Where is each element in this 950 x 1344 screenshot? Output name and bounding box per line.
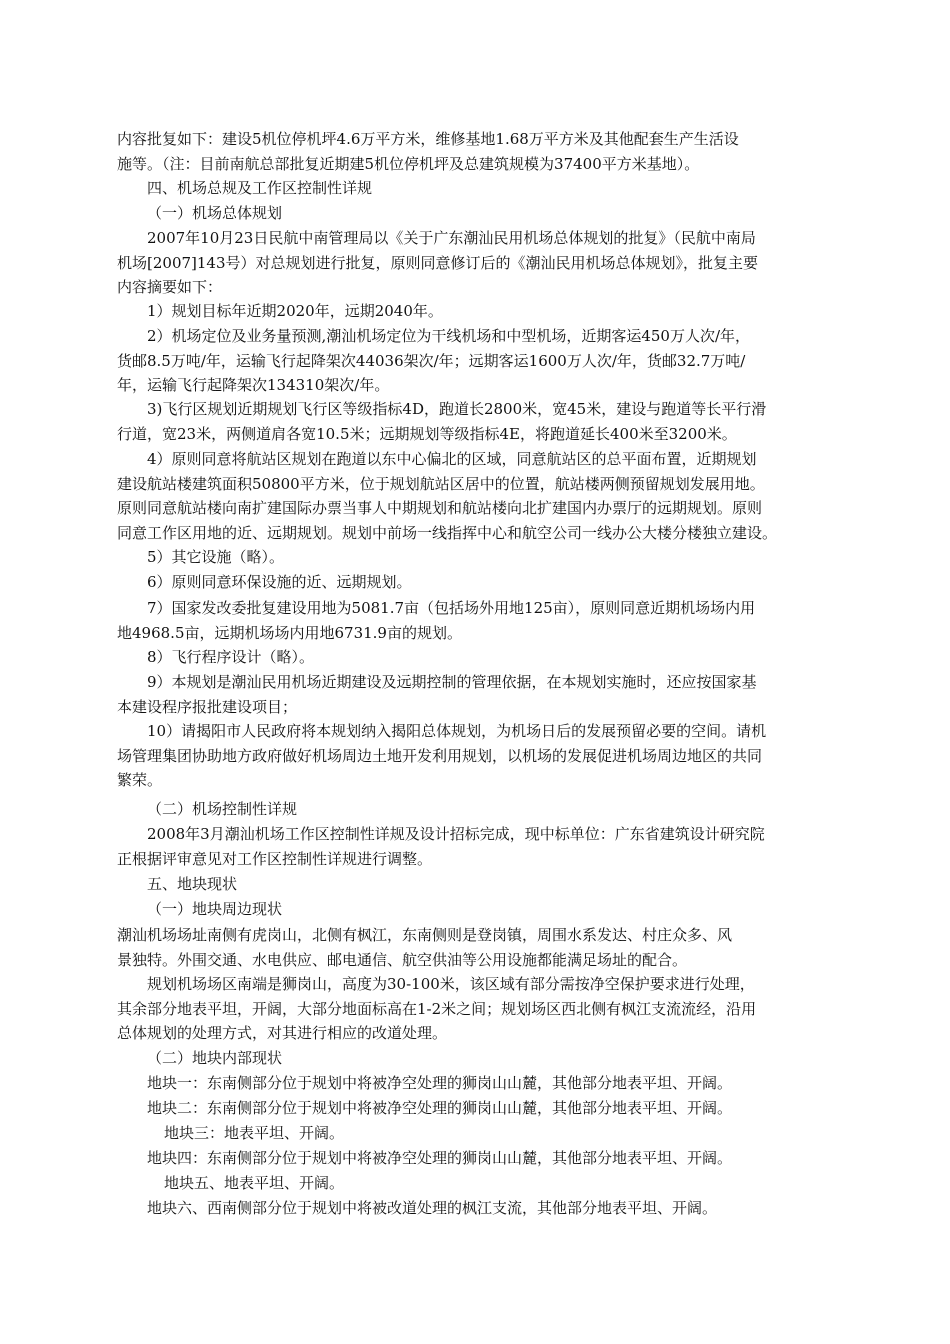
text-line: 4）原则同意将航站区规划在跑道以东中心偏北的区域，同意航站区的总平面布置，近期规划 (147, 450, 757, 468)
text-line: （一）机场总体规划 (147, 204, 283, 222)
text-line: 地块五、地表平坦、开阔。 (164, 1174, 345, 1192)
text-line: （一）地块周边现状 (147, 900, 283, 918)
text-line: 景独特。外围交通、水电供应、邮电通信、航空供油等公用设施都能满足场址的配合。 (117, 950, 688, 969)
text-line: 正根据评审意见对工作区控制性详规进行调整。 (117, 849, 433, 868)
text-line: 内容摘要如下： (117, 278, 223, 296)
subheading-surroundings (147, 897, 869, 922)
subheading-master-plan (147, 201, 869, 226)
paragraph-approval-contents (117, 127, 839, 176)
text-line: 施等。（注：目前南航总部批复近期建5机位停机坪及总建筑规模为37400平方米基地）。 (117, 154, 700, 173)
plot-4 (147, 1146, 869, 1171)
plot-5 (164, 1171, 886, 1196)
text-line: 地4968.5亩，远期机场场内用地6731.9亩的规划。 (117, 623, 462, 642)
item-2 (117, 324, 839, 398)
text-line: 地块二：东南侧部分位于规划中将被净空处理的狮岗山山麓，其他部分地表平坦、开阔。 (147, 1099, 733, 1117)
plot-6 (147, 1196, 869, 1221)
text-line: 8）飞行程序设计（略）。 (147, 648, 315, 666)
text-line: 机场[2007]143号）对总规划进行批复，原则同意修订后的《潮汕民用机场总体规划》，批复主要 (117, 253, 759, 272)
section-heading-4 (147, 176, 869, 201)
text-line: 7）国家发改委批复建设用地为5081.7亩（包括场外用地125亩），原则同意近期机场场内用 (147, 599, 756, 617)
text-line: 1）规划目标年近期2020年，远期2040年。 (147, 302, 443, 320)
paragraph-master-plan-approval (117, 226, 839, 300)
text-line: 场管理集团协助地方政府做好机场周边土地开发利用规划，以机场的发展促进机场周边地区的共同 (117, 746, 763, 765)
subheading-internal (147, 1046, 869, 1071)
paragraph-site-terrain (117, 972, 839, 1046)
text-line: 潮汕机场场址南侧有虎岗山，北侧有枫江，东南侧则是登岗镇，周围水系发达、村庄众多、风 (117, 926, 733, 944)
text-line: 货邮8.5万吨/年，运输飞行起降架次44036架次/年；远期客运1600万人次/年，货邮32.7万吨/ (117, 351, 746, 370)
paragraph-surroundings (117, 923, 839, 972)
text-line: 内容批复如下：建设5机位停机坪4.6万平方米，维修基地1.68万平方米及其他配套生产生活设 (117, 130, 739, 148)
text-line: （二）机场控制性详规 (147, 800, 298, 818)
text-line: 地块四：东南侧部分位于规划中将被净空处理的狮岗山山麓，其他部分地表平坦、开阔。 (147, 1149, 733, 1167)
plot-1 (147, 1071, 869, 1096)
text-line: 行道，宽23米，两侧道肩各宽10.5米；远期规划等级指标4E，将跑道延长400米至3200米。 (117, 424, 737, 443)
item-6 (147, 570, 869, 595)
text-line: 9）本规划是潮汕民用机场近期建设及远期控制的管理依据，在本规划实施时，还应按国家基 (147, 673, 757, 691)
text-line: 地块三：地表平坦、开阔。 (164, 1124, 345, 1142)
text-line: 年，运输飞行起降架次134310架次/年。 (117, 376, 390, 394)
text-line: 原则同意航站楼向南扩建国际办票当事人中期规划和航站楼向北扩建国内办票厅的远期规划。原则 (117, 499, 763, 517)
text-line: 建设航站楼建筑面积50800平方米，位于规划航站区居中的位置，航站楼两侧预留规划发展用地。 (117, 474, 765, 493)
text-line: 本建设程序报批建设项目； (117, 697, 298, 716)
text-line: 同意工作区用地的近、远期规划。规划中前场一线指挥中心和航空公司一线办公大楼分楼独立建设。 (117, 523, 778, 542)
subheading-control-plan (147, 797, 869, 822)
text-line: 6）原则同意环保设施的近、远期规划。 (147, 573, 412, 591)
item-1 (147, 299, 869, 324)
item-7 (117, 596, 839, 645)
text-line: 3)飞行区规划近期规划飞行区等级指标4D，跑道长2800米，宽45米，建设与跑道等长平行滑 (147, 400, 767, 418)
text-line: 四、机场总规及工作区控制性详规 (147, 179, 373, 197)
text-line: 其余部分地表平坦，开阔，大部分地面标高在1-2米之间；规划场区西北侧有枫江支流流经，沿用 (117, 999, 757, 1018)
text-line: 2008年3月潮汕机场工作区控制性详规及设计招标完成，现中标单位：广东省建筑设计研究院 (147, 825, 765, 843)
paragraph-control-plan (117, 822, 839, 871)
plot-3 (164, 1121, 886, 1146)
text-line: 2007年10月23日民航中南管理局以《关于广东潮汕民用机场总体规划的批复》（民航中南局 (147, 229, 756, 247)
item-9 (117, 670, 839, 719)
plot-2 (147, 1096, 869, 1121)
text-line: 规划机场场区南端是狮岗山，高度为30-100米，该区域有部分需按净空保护要求进行处理， (147, 975, 755, 993)
text-line: 地块一：东南侧部分位于规划中将被净空处理的狮岗山山麓，其他部分地表平坦、开阔。 (147, 1074, 733, 1092)
text-line: 10）请揭阳市人民政府将本规划纳入揭阳总体规划，为机场日后的发展预留必要的空间。请机 (147, 722, 767, 740)
section-heading-5 (147, 872, 869, 897)
item-10 (117, 719, 839, 793)
text-line: 2）机场定位及业务量预测,潮汕机场定位为干线机场和中型机场，近期客运450万人次/年， (147, 327, 750, 345)
text-line: 地块六、西南侧部分位于规划中将被改道处理的枫江支流，其他部分地表平坦、开阔。 (147, 1199, 718, 1217)
item-4 (117, 447, 839, 545)
text-line: 五、地块现状 (147, 875, 238, 893)
item-8 (147, 645, 869, 670)
item-3 (117, 397, 839, 446)
text-line: （二）地块内部现状 (147, 1049, 283, 1067)
text-line: 总体规划的处理方式，对其进行相应的改道处理。 (117, 1024, 448, 1042)
text-line: 5）其它设施（略）。 (147, 548, 285, 566)
text-line: 繁荣。 (117, 771, 163, 789)
item-5 (147, 545, 869, 570)
